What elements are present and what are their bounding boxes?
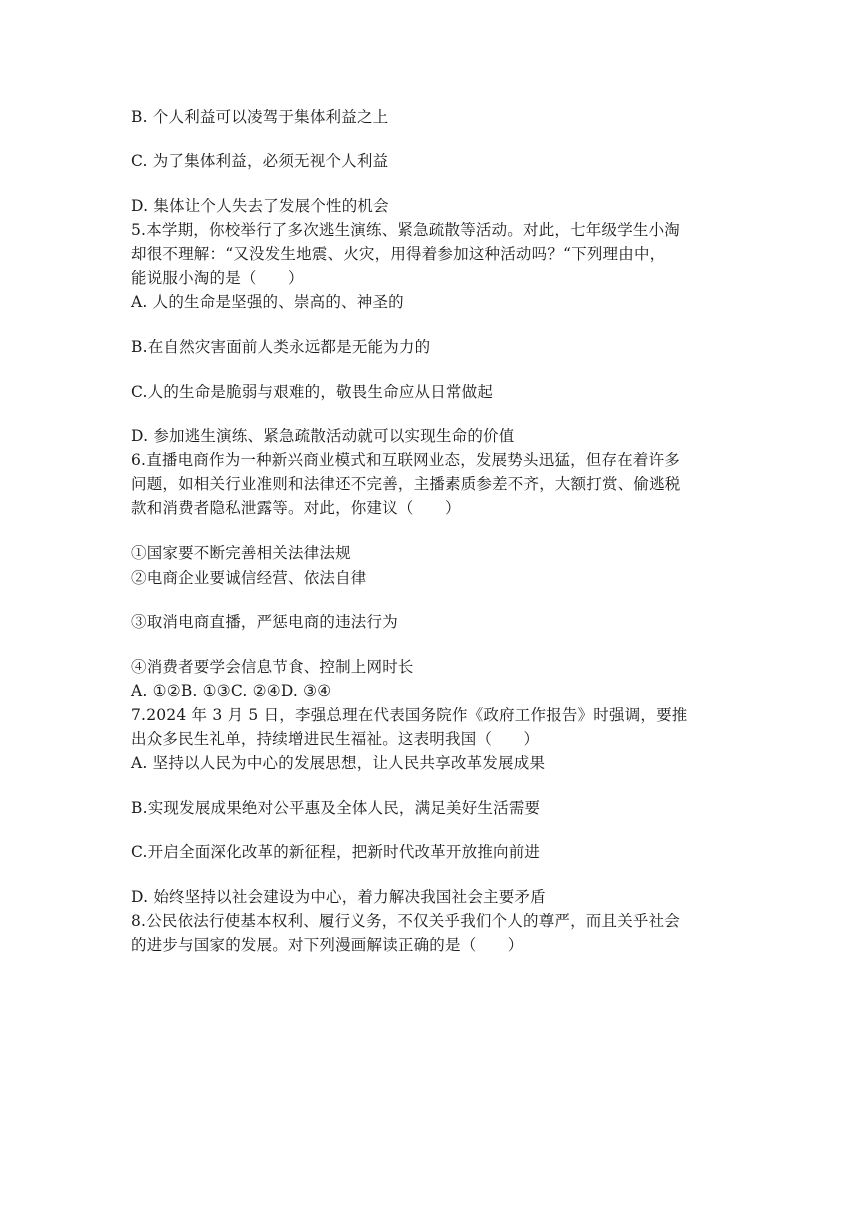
q7-option-c: C.开启全面深化改革的新征程，把新时代改革开放推向前进 <box>131 843 541 861</box>
q6-stem-line-1: 6.直播电商作为一种新兴商业模式和互联网业态，发展势头迅猛，但存在着许多 <box>131 451 680 469</box>
q7-option-a: A. 坚持以人民为中心的发展思想，让人民共享改革发展成果 <box>131 754 546 772</box>
q7-option-d: D. 始终坚持以社会建设为中心，着力解决我国社会主要矛盾 <box>131 888 546 906</box>
q8-stem-line-1: 8.公民依法行使基本权利、履行义务，不仅关乎我们个人的尊严，而且关乎社会 <box>131 912 680 930</box>
q6-item-4: ④消费者要学会信息节食、控制上网时长 <box>131 658 414 676</box>
q6-stem-line-3: 款和消费者隐私泄露等。对此，你建议（ ） <box>131 499 461 517</box>
q5-option-d: D. 参加逃生演练、紧急疏散活动就可以实现生命的价值 <box>131 427 515 445</box>
q6-item-3: ③取消电商直播，严惩电商的违法行为 <box>131 613 398 631</box>
q4-option-b: B. 个人利益可以凌驾于集体利益之上 <box>131 108 389 126</box>
q5-option-b: B.在自然灾害面前人类永远都是无能为力的 <box>131 338 431 356</box>
q6-item-2: ②电商企业要诚信经营、依法自律 <box>131 569 367 587</box>
q5-option-a: A. 人的生命是坚强的、崇高的、神圣的 <box>131 293 404 311</box>
q6-item-1: ①国家要不断完善相关法律法规 <box>131 544 351 562</box>
q8-stem-line-2: 的进步与国家的发展。对下列漫画解读正确的是（ ） <box>131 936 524 954</box>
q5-option-c: C.人的生命是脆弱与艰难的，敬畏生命应从日常做起 <box>131 383 494 401</box>
q6-options: A. ①②B. ①③C. ②④D. ③④ <box>131 682 332 700</box>
q5-stem-line-2: 却很不理解：“又没发生地震、火灾，用得着参加这种活动吗？“下列理由中， <box>131 245 666 263</box>
q7-stem-line-2: 出众多民生礼单，持续增进民生福祉。这表明我国（ ） <box>131 730 540 748</box>
q7-stem-line-1: 7.2024 年 3 月 5 日，李强总理在代表国务院作《政府工作报告》时强调，要推 <box>131 706 688 724</box>
q6-stem-line-2: 问题，如相关行业准则和法律还不完善，主播素质参差不齐，大额打赏、偷逃税 <box>131 475 681 493</box>
q4-option-d: D. 集体让个人失去了发展个性的机会 <box>131 197 389 215</box>
q7-option-b: B.实现发展成果绝对公平惠及全体人民，满足美好生活需要 <box>131 799 541 817</box>
q4-option-c: C. 为了集体利益，必须无视个人利益 <box>131 152 389 170</box>
q5-stem-line-1: 5.本学期，你校举行了多次逃生演练、紧急疏散等活动。对此，七年级学生小淘 <box>131 221 680 239</box>
q5-stem-line-3: 能说服小淘的是（ ） <box>131 269 304 287</box>
